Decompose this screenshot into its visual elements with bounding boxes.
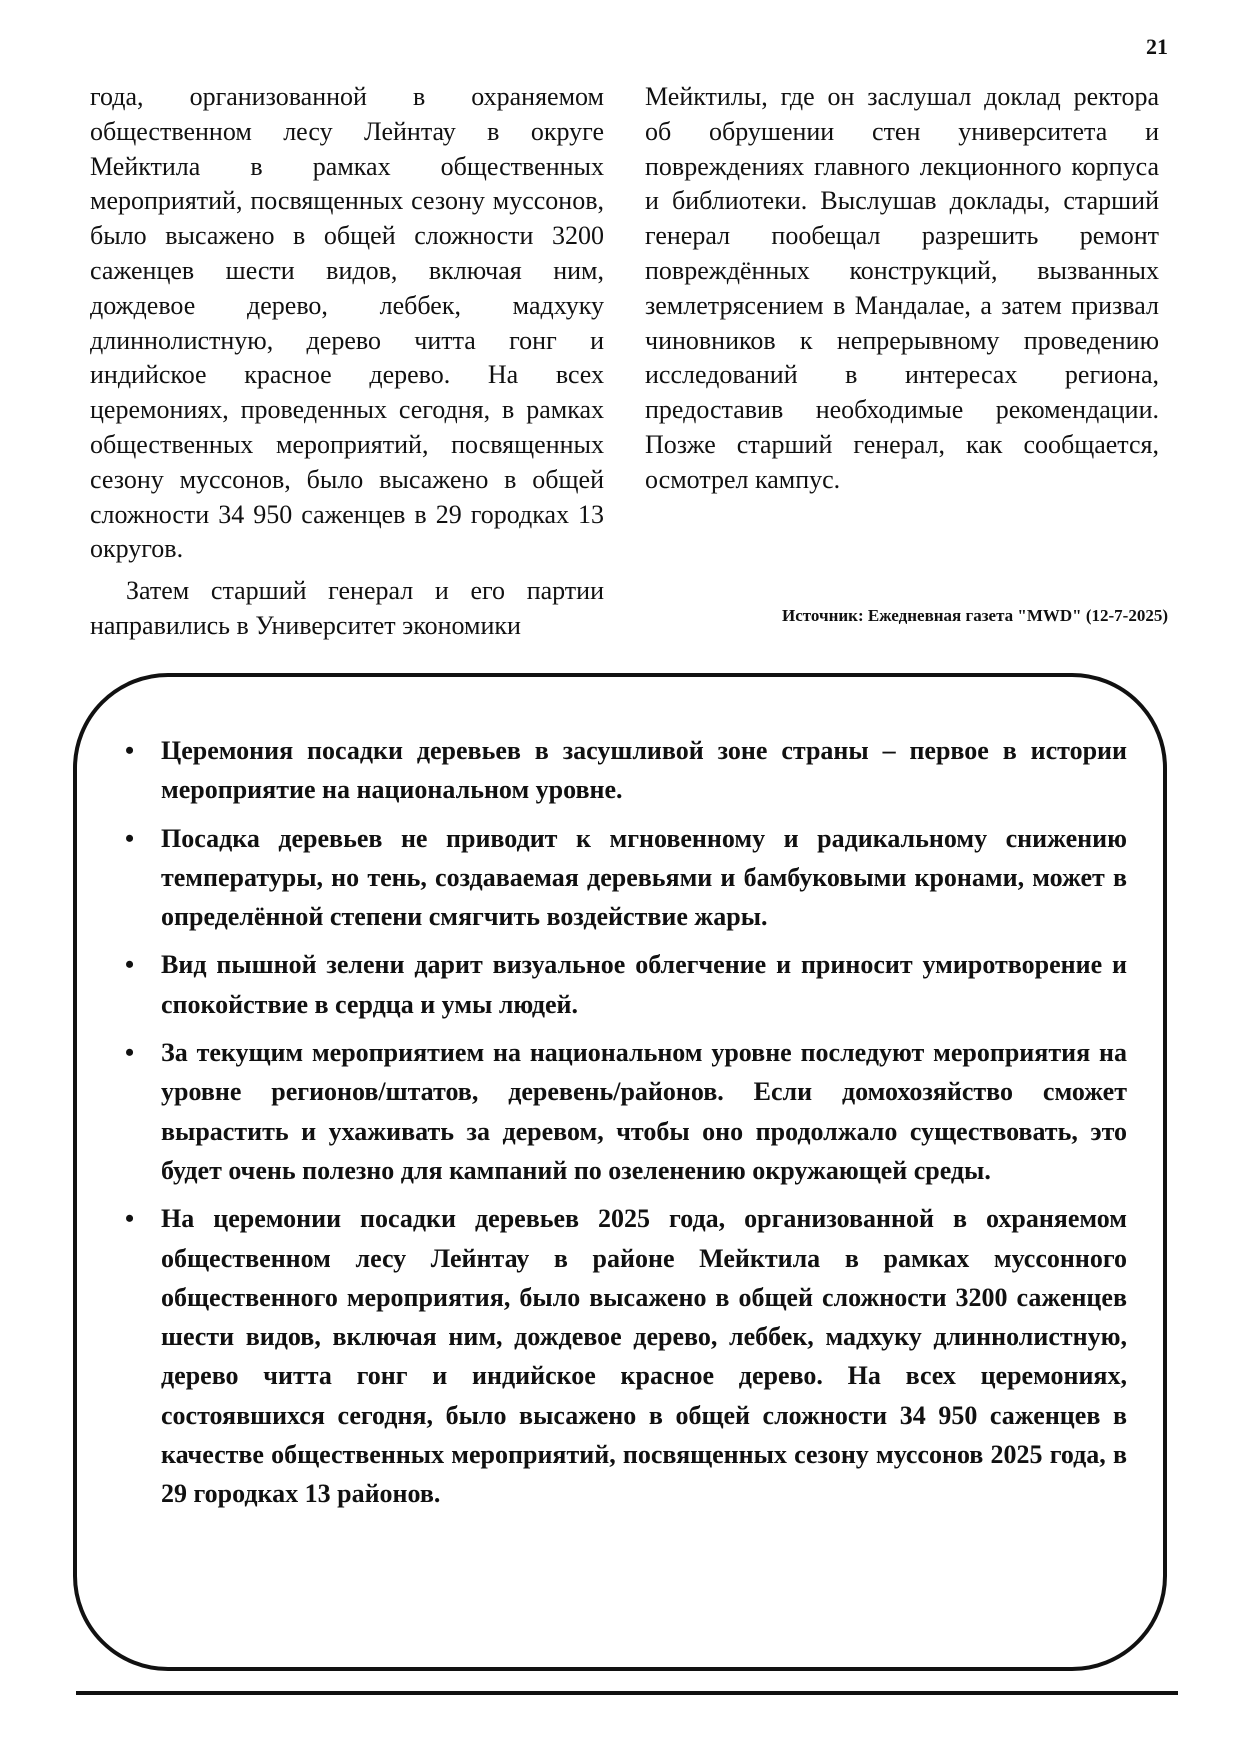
article-paragraph: Мейктилы, где он заслушал доклад ректора об обрушении стен университета и повреждениях главного лекционного корпуса и библиотеки. Выслушав доклады, старший генерал пообещал разрешить ремонт повреждённых конструкций, вызванных землетрясением в Мандалае, а затем призвал чиновников к непрерывному проведению исследований в интересах региона, предоставив необходимые рекомендации. Позже старший генерал, как сообщается, осмотрел кампус.: [645, 82, 1159, 494]
page-number: 21: [1146, 34, 1168, 59]
bullet-icon: •: [125, 950, 135, 980]
summary-list: [125, 731, 1127, 1523]
summary-item: [125, 819, 1127, 937]
article-left-column: [90, 80, 604, 644]
summary-item: [125, 731, 1127, 810]
summary-item-text: На церемонии посадки деревьев 2025 года, организованной в охраняемом общественном лесу Лейнтау в районе Мейктила в рамках муссонного общественного мероприятия, было высажено в общей сложности 3200 саженцев шести видов, включая ним, дождевое дерево, леббек, мадхуку длиннолистную, дерево читта гонг и индийское красное дерево. На всех церемониях, состоявшихся сегодня, было высажено в общей сложности 34 950 саженцев в качестве общественных мероприятий, посвященных сезону муссонов 2025 года, в 29 городках 13 районов.: [161, 1204, 1127, 1509]
summary-item-text: Вид пышной зелени дарит визуальное облегчение и приносит умиротворение и спокойствие в сердца и умы людей.: [161, 950, 1127, 1019]
summary-item: [125, 1033, 1127, 1190]
source-citation: Источник: Ежедневная газета "MWD" (12-7-2025): [782, 606, 1168, 625]
summary-box: [73, 673, 1167, 1671]
summary-item: [125, 1199, 1127, 1513]
article-paragraph: Затем старший генерал и его партии направились в Университет экономики: [90, 576, 604, 640]
summary-item: [125, 945, 1127, 1024]
summary-item-text: Посадка деревьев не приводит к мгновенному и радикальному снижению температуры, но тень, создаваемая деревьями и бамбуковыми кронами, может в определённой степени смягчить воздействие жары.: [161, 823, 1127, 932]
bottom-divider: [76, 1691, 1178, 1695]
bullet-icon: •: [125, 736, 135, 765]
bullet-icon: •: [125, 1038, 135, 1068]
article-right-column: [645, 80, 1159, 498]
bullet-icon: •: [125, 823, 135, 853]
summary-item-text: Церемония посадки деревьев в засушливой зоне страны – первое в истории мероприятие на национальном уровне.: [161, 736, 1127, 805]
summary-item-text: За текущим мероприятием на национальном уровне последуют мероприятия на уровне регионов/штатов, деревень/районов. Если домохозяйство сможет вырастить и ухаживать за деревом, чтобы оно продолжало существовать, это будет очень полезно для кампаний по озеленению окружающей среды.: [161, 1038, 1127, 1185]
bullet-icon: •: [125, 1204, 135, 1234]
article-paragraph: года, организованной в охраняемом общественном лесу Лейнтау в округе Мейктила в рамках общественных мероприятий, посвященных сезону муссонов, было высажено в общей сложности 3200 саженцев шести видов, включая ним, дождевое дерево, леббек, мадхуку длиннолистную, дерево читта гонг и индийское красное дерево. На всех церемониях, проведенных сегодня, в рамках общественных мероприятий, посвященных сезону муссонов, было высажено в общей сложности 34 950 саженцев в 29 городках 13 округов.: [90, 82, 604, 564]
